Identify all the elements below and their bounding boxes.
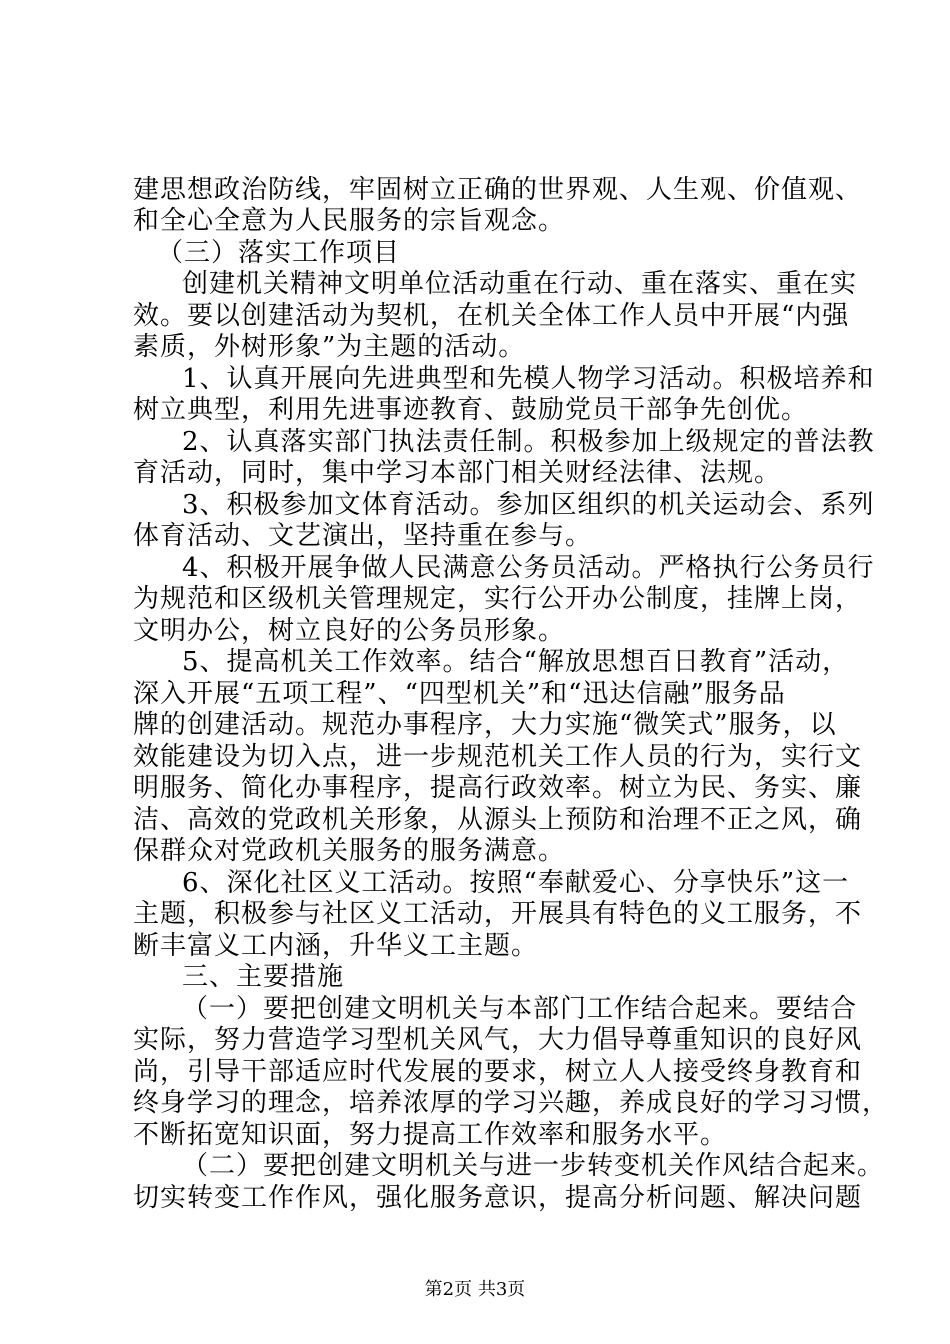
text-line: 5、提高机关工作效率。结合“解放思想百日教育”活动， (182, 647, 850, 677)
text-line: 断丰富义工内涵，升华义工主题。 (133, 931, 539, 961)
text-line: 2、认真落实部门执法责任制。积极参加上级规定的普法教 (182, 427, 875, 457)
text-line: 效能建设为切入点，进一步规范机关工作人员的行为，实行文 (133, 742, 863, 772)
text-line: 树立典型，利用先进事迹教育、鼓励党员干部争先创优。 (133, 395, 809, 425)
section-heading: （三）落实工作项目 (157, 238, 401, 268)
text-line: 明服务、简化办事程序，提高行政效率。树立为民、务实、廉 (133, 773, 863, 803)
text-line: 终身学习的理念，培养浓厚的学习兴趣，养成良好的学习习惯， (133, 1088, 890, 1118)
text-line: 3、积极参加文体育活动。参加区组织的机关运动会、系列 (182, 490, 875, 520)
text-line: 4、积极开展争做人民满意公务员活动。严格执行公务员行 (182, 553, 875, 583)
text-line: （一）要把创建文明机关与本部门工作结合起来。要结合 (182, 994, 858, 1024)
text-line: 6、深化社区义工活动。按照“奉献爱心、分享快乐”这一 (182, 868, 850, 898)
text-line: 体育活动、文艺演出，坚持重在参与。 (133, 521, 593, 551)
text-line: 深入开展“五项工程”、“四型机关”和“迅达信融”服务品 (133, 679, 786, 709)
text-line: 效。要以创建活动为契机，在机关全体工作人员中开展“内强 (133, 301, 850, 331)
text-line: 洁、高效的党政机关形象，从源头上预防和治理不正之风，确 (133, 805, 863, 835)
text-line: 育活动，同时，集中学习本部门相关财经法律、法规。 (133, 458, 782, 488)
text-line: 为规范和区级机关管理规定，实行公开办公制度，挂牌上岗， (133, 584, 863, 614)
text-line: 建思想政治防线，牢固树立正确的世界观、人生观、价值观、 (133, 175, 863, 205)
text-line: 尚，引导干部适应时代发展的要求，树立人人接受终身教育和 (133, 1057, 863, 1087)
text-line: 1、认真开展向先进典型和先模人物学习活动。积极培养和 (182, 364, 875, 394)
text-line: （二）要把创建文明机关与进一步转变机关作风结合起来。 (182, 1151, 885, 1181)
text-line: 不断拓宽知识面，努力提高工作效率和服务水平。 (133, 1120, 728, 1150)
text-line: 主题，积极参与社区义工活动，开展具有特色的义工服务，不 (133, 899, 863, 929)
text-line: 实际，努力营造学习型机关风气，大力倡导尊重知识的良好风 (133, 1025, 863, 1055)
text-line: 素质，外树形象”为主题的活动。 (133, 332, 526, 362)
text-line: 和全心全意为人民服务的宗旨观念。 (133, 206, 566, 236)
text-line: 切实转变工作作风，强化服务意识，提高分析问题、解决问题 (133, 1183, 863, 1213)
section-heading: 三、主要措施 (182, 962, 345, 992)
text-line: 牌的创建活动。规范办事程序，大力实施“微笑式”服务，以 (133, 710, 837, 740)
text-line: 文明办公，树立良好的公务员形象。 (133, 616, 566, 646)
text-line: 创建机关精神文明单位活动重在行动、重在落实、重在实 (182, 269, 858, 299)
text-line: 保群众对党政机关服务的服务满意。 (133, 836, 566, 866)
page-number: 第2页 共3页 (424, 1279, 526, 1300)
